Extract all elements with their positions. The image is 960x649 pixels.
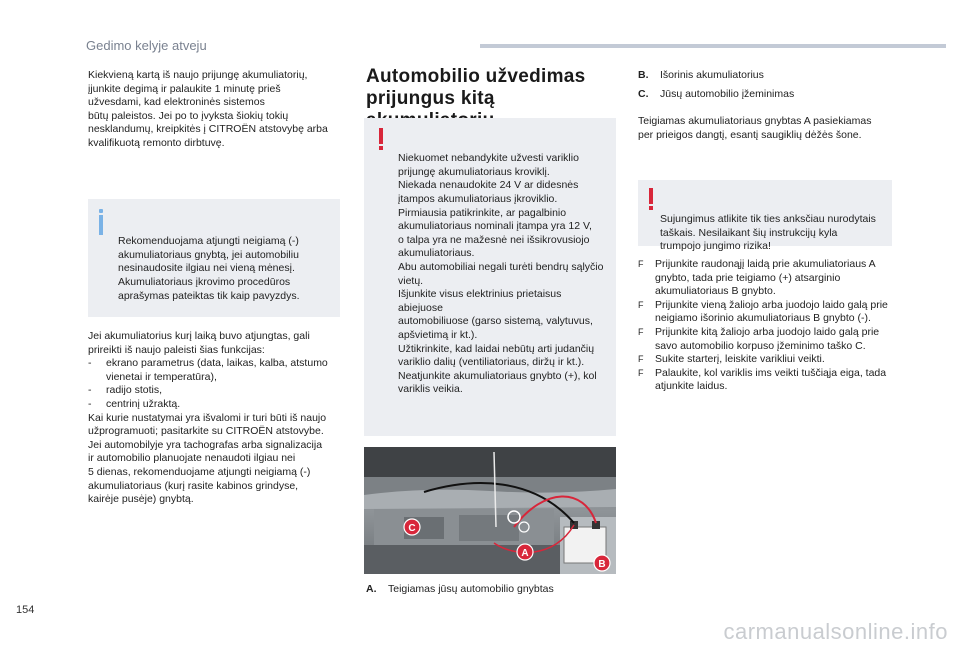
warning-box-text: Sujungimus atlikite tik ties anksčiau nurodytais taškais. Nesilaikant šių instrukcijų kyla trumpojo jungimo rizika! bbox=[660, 213, 876, 253]
caption-a bbox=[366, 583, 554, 597]
left-column bbox=[88, 69, 343, 161]
page-number: 154 bbox=[16, 604, 35, 616]
legend-text: Išorinis akumuliatorius bbox=[660, 69, 764, 81]
info-box bbox=[88, 199, 340, 317]
step-item: F Palaukite, kol variklis ims veikti tuščiąja eiga, tada atjunkite laidus. bbox=[638, 366, 887, 393]
reconnect-intro: Jei akumuliatorius kurį laiką buvo atjungtas, gali prireikti iš naujo paleisti šias funkcijas: bbox=[88, 330, 310, 356]
section-header-title: Gedimo kelyje atveju bbox=[86, 38, 207, 53]
legend-key: C. bbox=[638, 87, 649, 100]
step-item: F Sukite starterį, leiskite varikliui veikti. bbox=[638, 353, 825, 366]
step-bullet-icon: F bbox=[638, 354, 644, 365]
reconnect-outro: Kai kurie nustatymai yra išvalomi ir turi būti iš naujo užprogramuoti; pasitarkite su CITROËN atstovybe. Jei automobilyje yra tachografas arba signalizacija ir automobilio planuojate nenaudoti ilgiau nei 5 dienas, rekomenduojame atjungti neigiamą (-) akumuliatoriaus (kurį rasite kabinos grindyse, kairėje pusėje) gnybtą. bbox=[88, 411, 327, 506]
step-bullet-icon: F bbox=[638, 367, 644, 378]
step-item: F Prijunkite raudonąjį laidą prie akumuliatoriaus A gnybto, tada prie teigiamo (+) atsarginio akumuliatoriaus B gnybto. bbox=[638, 258, 876, 298]
marker-b-label: B bbox=[598, 559, 606, 570]
warning-icon bbox=[646, 188, 656, 210]
legend-key: B. bbox=[638, 69, 649, 81]
terminal-access-paragraph: Teigiamas akumuliatoriaus gnybtas A pasiekiamas per prieigos dangtį, esantį saugiklių dėžės šone. bbox=[638, 115, 872, 141]
warning-box bbox=[364, 118, 616, 436]
step-bullet-icon: F bbox=[638, 299, 644, 310]
list-item: - ekrano parametrus (data, laikas, kalba, atstumo vienetai ir temperatūra), bbox=[88, 357, 346, 384]
legend-item-b bbox=[638, 69, 894, 83]
info-box-text: Rekomenduojama atjungti neigiamą (-) akumuliatoriaus gnybtą, jei automobiliu nesinaudosite ilgiau nei vieną mėnesį. Akumuliatoriaus įkrovimo procedūros aprašymas pateiktas tik kaip pavyzdys. bbox=[118, 235, 300, 302]
step-bullet-icon: F bbox=[638, 259, 644, 269]
engine-bay-photo bbox=[364, 447, 616, 574]
legend-item-c bbox=[638, 88, 894, 102]
steps-list bbox=[638, 258, 894, 394]
step-item: F Prijunkite kitą žaliojo arba juodojo laido galą prie savo automobilio korpuso įžeminimo taško C. bbox=[638, 325, 880, 352]
info-icon bbox=[96, 209, 106, 235]
legend-text: Jūsų automobilio įžeminimas bbox=[660, 87, 795, 100]
caption-text: Teigiamas jūsų automobilio gnybtas bbox=[388, 583, 554, 595]
watermark: carmanualsonline.info bbox=[723, 619, 948, 644]
section-title: Automobilio užvedimas prijungus kitą bbox=[366, 66, 586, 109]
step-item: F Prijunkite vieną žaliojo arba juodojo laido galą prie neigiamo išorinio akumuliatoriaus B gnybto (-). bbox=[638, 298, 888, 325]
list-item: - centrinį užraktą. bbox=[88, 398, 346, 412]
header-bar bbox=[480, 44, 946, 48]
intro-paragraph: Kiekvieną kartą iš naujo prijungę akumuliatorių, įjunkite degimą ir palaukite 1 minutę prieš užvesdami, kad elektroninės sistemos būtų paleistos. Jei po to įvyksta šiokių tokių nesklandumų, kreipkitės į CITROËN atstovybę arba kvalifikuotą remonto dirbtuvę. bbox=[88, 69, 328, 149]
step-bullet-icon: F bbox=[638, 326, 644, 337]
marker-b bbox=[594, 555, 610, 571]
right-column bbox=[638, 69, 894, 142]
reconnect-list bbox=[88, 357, 346, 411]
warning-icon bbox=[376, 128, 386, 150]
list-item: - radijo stotis, bbox=[88, 384, 346, 398]
steps-section bbox=[638, 258, 894, 394]
marker-a bbox=[517, 544, 533, 560]
marker-c bbox=[404, 519, 420, 535]
marker-c-label: C bbox=[408, 523, 416, 534]
warning-box-text: Niekuomet nebandykite užvesti variklio prijungę akumuliatoriaus kroviklį. Niekada nenaudokite 24 V ar didesnės įtampos akumuliatoriaus įkroviklio. Pirmiausia patikrinkite, ar pagalbinio akumuliatoriaus nominali įtampa yra 12 V, o talpa yra ne mažesnė nei išsikrovusiojo akumuliatoriaus. Abu automobiliai negali turėti bendrų sąlyčio vietų. Išjunkite visus elektrinius prietaisus abiejuose automobiliuose (garso sistemą, valytuvus, apšvietimą ir kt.). Užtikrinkite, kad laidai nebūtų arti judančių variklio dalių (ventiliatoriaus, diržų ir kt.). Neatjunkite akumuliatoriaus gnybto (+), kol variklis veikia. bbox=[398, 152, 604, 396]
warning-box-short-circuit bbox=[638, 180, 892, 253]
marker-a-label: A bbox=[521, 548, 529, 559]
caption-key: A. bbox=[366, 583, 377, 595]
reconnect-section bbox=[88, 330, 346, 507]
